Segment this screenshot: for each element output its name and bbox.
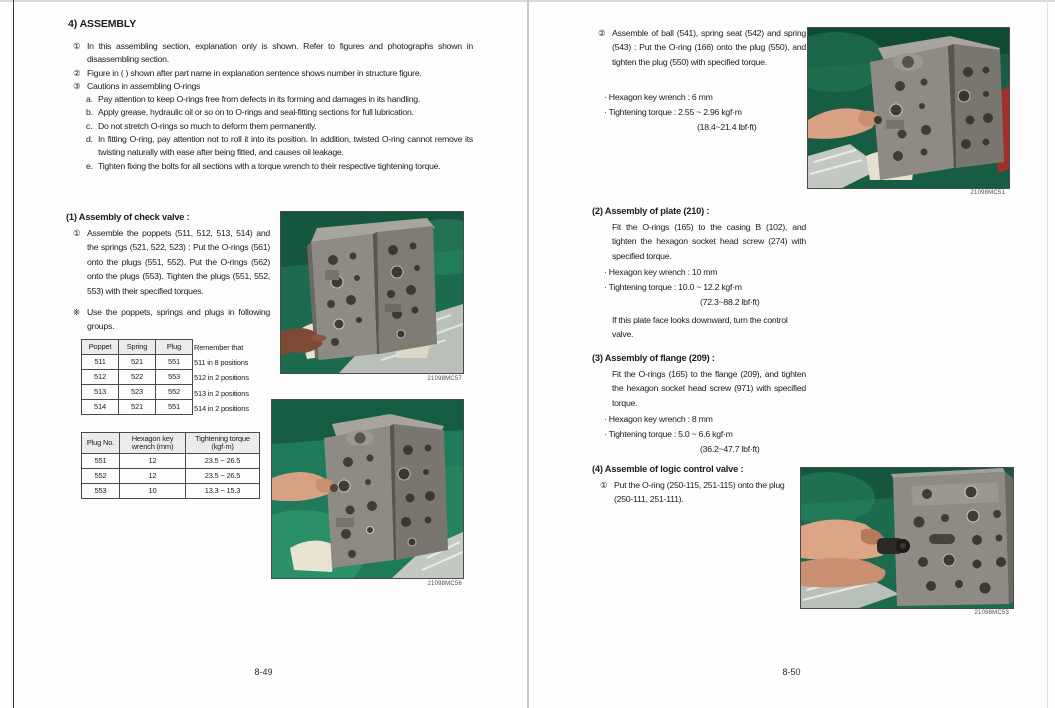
group-table-cell: 521 — [119, 355, 156, 370]
group-table-cell: 551 — [156, 355, 193, 370]
item-marker: ① — [73, 41, 81, 51]
intro-item — [73, 40, 473, 67]
group-table-header: Poppet — [82, 340, 119, 355]
plate-body: Fit the O-rings (165) to the casing B (102), and tighten the hexagon socket head screw (274) with specified torque. — [612, 222, 806, 261]
flange-body: Fit the O-rings (165) to the flange (209), and tighten the hexagon socket head screw (971) with specified torque. — [612, 369, 806, 408]
logic-valve-heading: (4) Assemble of logic control valve : — [592, 464, 744, 474]
torque-lbf: (72.3~88.2 lbf·ft) — [700, 297, 760, 307]
torque-lbf: (36.2~47.7 lbf·ft) — [700, 444, 760, 454]
torque-table-header: Plug No. — [82, 433, 120, 454]
spec-bullet: · Hexagon key wrench : 10 mm — [604, 267, 718, 277]
ball-assembly-step — [598, 26, 806, 69]
intro-item — [73, 80, 473, 93]
item-text: Do not stretch O-rings so much to deform them permanently. — [98, 120, 317, 131]
page-divider — [527, 0, 529, 708]
group-table-cell: 552 — [156, 385, 193, 400]
item-text: In this assembling section, explanation only is shown. Refer to figures and photographs shown in disassembling section. — [87, 41, 473, 65]
item-marker: ② — [73, 67, 81, 78]
torque-table-cell: 12 — [120, 469, 186, 484]
photo-caption: 21098MC56 — [427, 581, 462, 587]
table-header-row — [82, 433, 260, 454]
table-row — [82, 370, 193, 385]
side-note: 512 in 2 positions — [194, 373, 249, 383]
torque-table-cell: 13.3 ~ 15.3 — [186, 484, 260, 499]
torque-table-cell: 552 — [82, 469, 120, 484]
group-table-cell: 513 — [82, 385, 119, 400]
group-table-cell: 521 — [119, 400, 156, 415]
caution-item — [86, 120, 473, 133]
item-marker: ② — [598, 28, 606, 38]
torque-table-cell: 553 — [82, 484, 120, 499]
page-number-right: 8-50 — [782, 667, 801, 677]
item-text: Tighten fixing the bolts for all sections with a torque wrench to their respective tightening torque. — [98, 160, 441, 171]
page-number-left: 8-49 — [254, 667, 273, 677]
item-text: Assemble the poppets (511, 512, 513, 514) and the springs (521, 522, 523) : Put the O-rings (561) onto the plugs (551, 552). Put the O-rings (562) onto the plugs (553). Tighten the plugs (551, 552, 553) with their specified torques. — [87, 228, 270, 296]
item-text: Apply grease, hydraulic oil or so on to O-rings and seal-fitting sections for full lubrication. — [98, 107, 414, 118]
item-text: Assemble of ball (541), spring seat (542) and spring (543) : Put the O-ring (166) onto the plug (550), and tighten the plug (550) with specified torque. — [612, 28, 806, 67]
side-note: 514 in 2 positions — [194, 403, 249, 413]
torque-table-header: Hexagon key wrench (mm) — [120, 433, 186, 454]
spec-bullet: · Hexagon key wrench : 8 mm — [604, 414, 713, 424]
check-valve-step — [73, 226, 270, 298]
group-table-cell: 512 — [82, 370, 119, 385]
photo-caption: 21098MC57 — [427, 376, 462, 382]
spec-bullet: · Hexagon key wrench : 6 mm — [604, 92, 713, 102]
torque-table-cell: 23.5 ~ 26.5 — [186, 454, 260, 469]
note-marker: ※ — [73, 307, 81, 317]
item-marker: d. — [86, 134, 93, 145]
item-text: Pay attention to keep O-rings free from defects in its forming and damages in its handling. — [98, 94, 421, 105]
torque-lbf: (18.4~21.4 lbf·ft) — [697, 122, 757, 132]
plate-heading: (2) Assembly of plate (210) : — [592, 206, 710, 216]
table-row — [82, 355, 193, 370]
valve-block-illustration — [801, 468, 1013, 608]
photo-logic-valve-plug — [800, 467, 1014, 609]
side-note: 511 in 8 positions — [194, 358, 249, 368]
flange-heading: (3) Assembly of flange (209) : — [592, 353, 715, 363]
item-marker: ① — [600, 480, 608, 490]
valve-block-illustration — [281, 212, 463, 373]
group-table-header: Plug — [156, 340, 193, 355]
item-text: Put the O-ring (250-115, 251-115) onto the plug (250-111, 251-111). — [614, 480, 785, 505]
table-row — [82, 454, 260, 469]
item-text: Cautions in assembling O-rings — [87, 80, 201, 91]
group-table-cell: 553 — [156, 370, 193, 385]
plate-note: If this plate face looks downward, turn the control valve. — [612, 315, 788, 340]
check-valve-note — [73, 305, 270, 334]
item-marker: b. — [86, 107, 93, 118]
group-table-cell: 523 — [119, 385, 156, 400]
photo-check-valve-block-1 — [280, 211, 464, 374]
item-text: Figure in ( ) shown after part name in explanation sentence shows number in structure figure. — [87, 67, 422, 78]
item-marker: a. — [86, 94, 93, 105]
group-table-cell: 551 — [156, 400, 193, 415]
torque-table-cell: 10 — [120, 484, 186, 499]
item-marker: c. — [86, 120, 93, 131]
table-header-row — [82, 340, 193, 355]
table-row — [82, 484, 260, 499]
spec-bullet: · Tightening torque : 10.0 ~ 12.2 kgf·m — [604, 282, 742, 292]
torque-table-header: Tightening torque (kgf·m) — [186, 433, 260, 454]
section-title: 4) ASSEMBLY — [68, 18, 137, 30]
table-row — [82, 400, 193, 415]
poppet-group-table — [81, 339, 193, 415]
spec-bullet: · Tightening torque : 5.0 ~ 6.6 kgf·m — [604, 429, 733, 439]
photo-plug-assembly — [807, 27, 1010, 189]
note-text: Use the poppets, springs and plugs in following groups. — [87, 307, 270, 332]
table-row — [82, 469, 260, 484]
side-note: 513 in 2 positions — [194, 388, 249, 398]
photo-check-valve-block-2 — [271, 399, 464, 579]
oring-cautions — [86, 93, 473, 173]
valve-block-illustration — [808, 28, 1009, 188]
check-valve-heading: (1) Assembly of check valve : — [66, 212, 190, 222]
table-row — [82, 385, 193, 400]
torque-table-cell: 23.5 ~ 26.5 — [186, 469, 260, 484]
plug-torque-table — [81, 432, 260, 499]
side-note: Remember that — [194, 343, 244, 352]
valve-block-illustration — [272, 400, 463, 578]
caution-item — [86, 133, 473, 160]
assembly-intro — [73, 40, 473, 173]
item-text: In fitting O-ring, pay attention not to roll it into its position. In addition, twisted O-ring cannot remove its twisting naturally with ease after being fitted, and causes oil leakage. — [98, 134, 473, 158]
torque-table-cell: 12 — [120, 454, 186, 469]
torque-table-cell: 551 — [82, 454, 120, 469]
caution-item — [86, 106, 473, 119]
item-marker: e. — [86, 160, 93, 171]
spec-bullet: · Tightening torque : 2.55 ~ 2.96 kgf·m — [604, 107, 742, 117]
logic-valve-step — [600, 478, 800, 507]
group-table-cell: 514 — [82, 400, 119, 415]
scan-edge-left — [13, 0, 14, 708]
item-marker: ③ — [73, 80, 81, 91]
group-table-cell: 522 — [119, 370, 156, 385]
group-table-cell: 511 — [82, 355, 119, 370]
photo-caption: 21098MC51 — [970, 190, 1005, 196]
photo-caption: 21098MC53 — [974, 610, 1009, 616]
group-table-header: Spring — [119, 340, 156, 355]
intro-item — [73, 67, 473, 80]
caution-item — [86, 93, 473, 106]
scan-edge-right — [1047, 0, 1048, 708]
caution-item — [86, 160, 473, 173]
item-marker: ① — [73, 228, 81, 238]
